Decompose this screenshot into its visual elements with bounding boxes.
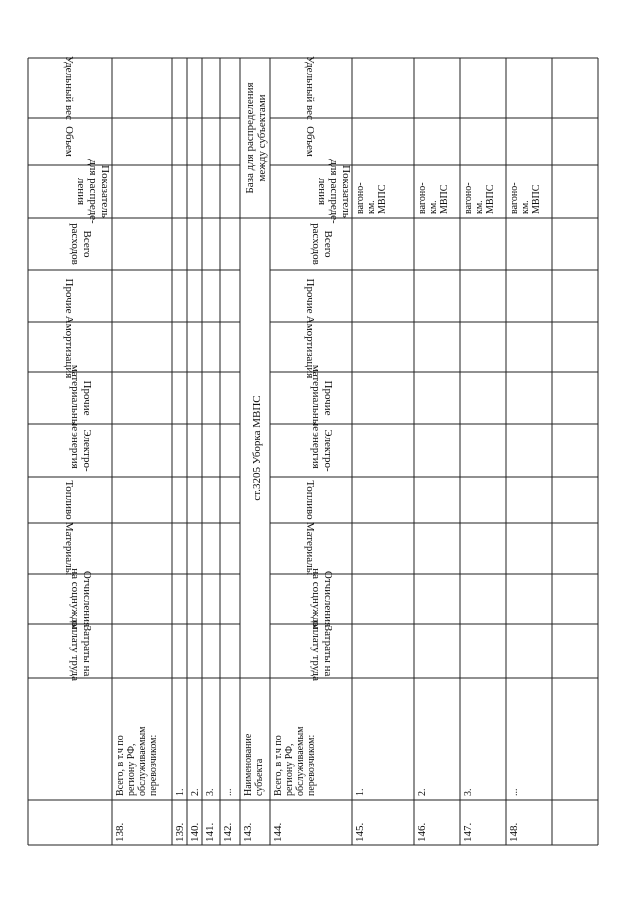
table-text: [63, 56, 542, 842]
top-header-11: [63, 126, 75, 157]
row-label: [273, 726, 317, 796]
row-label-text: 3.: [205, 788, 216, 796]
top-header-text: для распреде-: [87, 159, 99, 224]
top-header-text: Топливо: [63, 480, 75, 520]
row-label: [417, 789, 428, 797]
row-number-text: 146.: [416, 822, 428, 842]
top-header-8: [63, 279, 75, 314]
row-number: [416, 823, 428, 843]
row-label-text: ...: [223, 788, 234, 796]
top-header-text: Удельный вес: [63, 55, 75, 121]
row-label-text: региону РФ,: [126, 743, 137, 796]
row-unit: [417, 182, 450, 214]
row-unit: [509, 182, 542, 214]
row-label-text: 1.: [175, 788, 186, 796]
second-header-8: [304, 279, 316, 314]
row-unit: [463, 182, 496, 214]
row-number: [222, 823, 234, 843]
row-unit-text: вагоно-: [417, 182, 428, 214]
row-label: [243, 733, 265, 796]
row-unit-text: МВПС: [531, 184, 542, 214]
row-number-text: 145.: [354, 822, 366, 842]
second-header-text: для распреде-: [328, 159, 340, 224]
second-header-text: Затраты на: [322, 625, 334, 677]
row-label: [175, 789, 186, 797]
row-label-text: субъекта: [254, 758, 265, 796]
top-header-9: [69, 223, 93, 265]
row-number-text: 139.: [174, 822, 186, 842]
mid-header-title-text: ст.3205 Уборка МВПС: [251, 395, 263, 501]
row-label-text: обслуживаемым: [295, 726, 306, 796]
second-header-text: Показатель: [340, 165, 352, 218]
mid-header-base: [244, 82, 268, 193]
second-header-text: материальные: [310, 364, 322, 432]
row-unit-text: вагоно-: [463, 182, 474, 214]
second-header-5: [310, 429, 334, 472]
top-header-7: [63, 316, 75, 379]
row-number-text: 138.: [114, 822, 126, 842]
top-header-text: Материалы: [63, 521, 75, 576]
row-unit-text: вагоно-: [509, 182, 520, 214]
row-label: [190, 789, 201, 797]
row-number-text: 142.: [222, 822, 234, 842]
top-header-text: Электро-: [81, 429, 93, 472]
second-header-9: [310, 223, 334, 265]
row-unit: [355, 182, 388, 214]
top-header-text: Прочие: [63, 278, 75, 314]
top-header-4: [63, 480, 75, 520]
second-header-text: Материалы: [304, 521, 316, 576]
row-label-text: Всего, в т.ч по: [115, 735, 126, 796]
row-number: [174, 823, 186, 843]
top-header-5: [69, 429, 93, 472]
row-unit-text: км.: [428, 200, 439, 214]
second-header-10: [316, 159, 352, 224]
second-header-text: оплату труда: [310, 621, 322, 681]
top-header-text: Объем: [63, 126, 75, 157]
row-number-text: 143.: [242, 822, 254, 842]
row-number: [204, 823, 216, 843]
row-number-text: 140.: [189, 822, 201, 842]
row-label-text: региону РФ,: [284, 743, 295, 796]
top-header-text: Амортизация: [63, 315, 75, 379]
row-label-text: 2.: [417, 788, 428, 796]
row-unit-text: МВПС: [439, 184, 450, 214]
top-header-12: [63, 56, 75, 120]
second-header-4: [304, 480, 316, 520]
second-header-text: Всего: [322, 230, 334, 258]
row-label: [205, 789, 216, 797]
top-header-text: ления: [75, 177, 87, 206]
second-header-text: Прочие: [322, 380, 334, 416]
mid-header-base-text: База для распределения: [244, 82, 256, 194]
top-header-10: [75, 159, 111, 224]
top-header-text: Показатель: [99, 165, 111, 218]
second-header-text: Топливо: [304, 480, 316, 520]
second-header-text: ления: [316, 177, 328, 206]
row-number-text: 144.: [272, 822, 284, 842]
row-number: [114, 823, 126, 843]
second-header-2: [310, 568, 334, 630]
row-unit-text: км.: [474, 200, 485, 214]
row-label: [115, 726, 159, 796]
row-number: [354, 823, 366, 843]
row-number-text: 147.: [462, 822, 474, 842]
row-number-text: 141.: [204, 822, 216, 842]
second-header-text: Отчисления: [322, 570, 334, 628]
row-unit-text: км.: [520, 200, 531, 214]
row-label-text: перевозчиком:: [148, 734, 159, 796]
row-label-text: 3.: [463, 788, 474, 796]
second-header-text: Прочие: [304, 278, 316, 314]
second-header-12: [304, 56, 316, 120]
row-label: [463, 789, 474, 797]
mid-header-title: [251, 395, 263, 500]
row-unit-text: МВПС: [485, 184, 496, 214]
row-number-text: 148.: [508, 822, 520, 842]
top-header-text: оплату труда: [69, 621, 81, 681]
second-header-7: [304, 316, 316, 379]
row-number: [242, 823, 254, 843]
second-header-text: на соцнужды: [310, 568, 322, 630]
row-unit-text: вагоно-: [355, 182, 366, 214]
row-label: [509, 789, 520, 797]
row-label: [223, 789, 234, 797]
mid-header-base-text: между субъектами: [256, 94, 268, 182]
top-header-text: Отчисления: [81, 570, 93, 628]
second-header-3: [304, 522, 316, 576]
second-header-11: [304, 126, 316, 157]
row-label-text: Наименование: [243, 733, 254, 796]
row-label: [355, 789, 366, 797]
row-number: [189, 823, 201, 843]
row-number: [462, 823, 474, 843]
row-label-text: 1.: [355, 788, 366, 796]
second-header-text: Электро-: [322, 429, 334, 472]
row-label-text: ...: [509, 788, 520, 796]
second-header-text: энергия: [310, 432, 322, 469]
second-header-text: Амортизация: [304, 315, 316, 379]
second-header-text: Удельный вес: [304, 55, 316, 121]
top-header-3: [63, 522, 75, 576]
row-unit-text: МВПС: [377, 184, 388, 214]
top-header-text: расходов: [69, 223, 81, 265]
second-header-text: расходов: [310, 223, 322, 265]
second-header-text: Объем: [304, 126, 316, 157]
second-header-1: [310, 621, 334, 681]
top-header-text: Всего: [81, 230, 93, 258]
top-header-2: [69, 568, 93, 630]
row-label-text: обслуживаемым: [137, 726, 148, 796]
top-header-text: Затраты на: [81, 625, 93, 677]
top-header-text: Прочие: [81, 380, 93, 416]
top-header-text: на соцнужды: [69, 568, 81, 630]
top-header-1: [69, 621, 93, 681]
top-header-text: материальные: [69, 364, 81, 432]
row-unit-text: км.: [366, 200, 377, 214]
row-number: [272, 823, 284, 843]
top-header-text: энергия: [69, 432, 81, 469]
row-number: [508, 823, 520, 843]
row-label-text: Всего, в т.ч по: [273, 735, 284, 796]
row-label-text: перевозчиком:: [306, 734, 317, 796]
row-label-text: 2.: [190, 788, 201, 796]
